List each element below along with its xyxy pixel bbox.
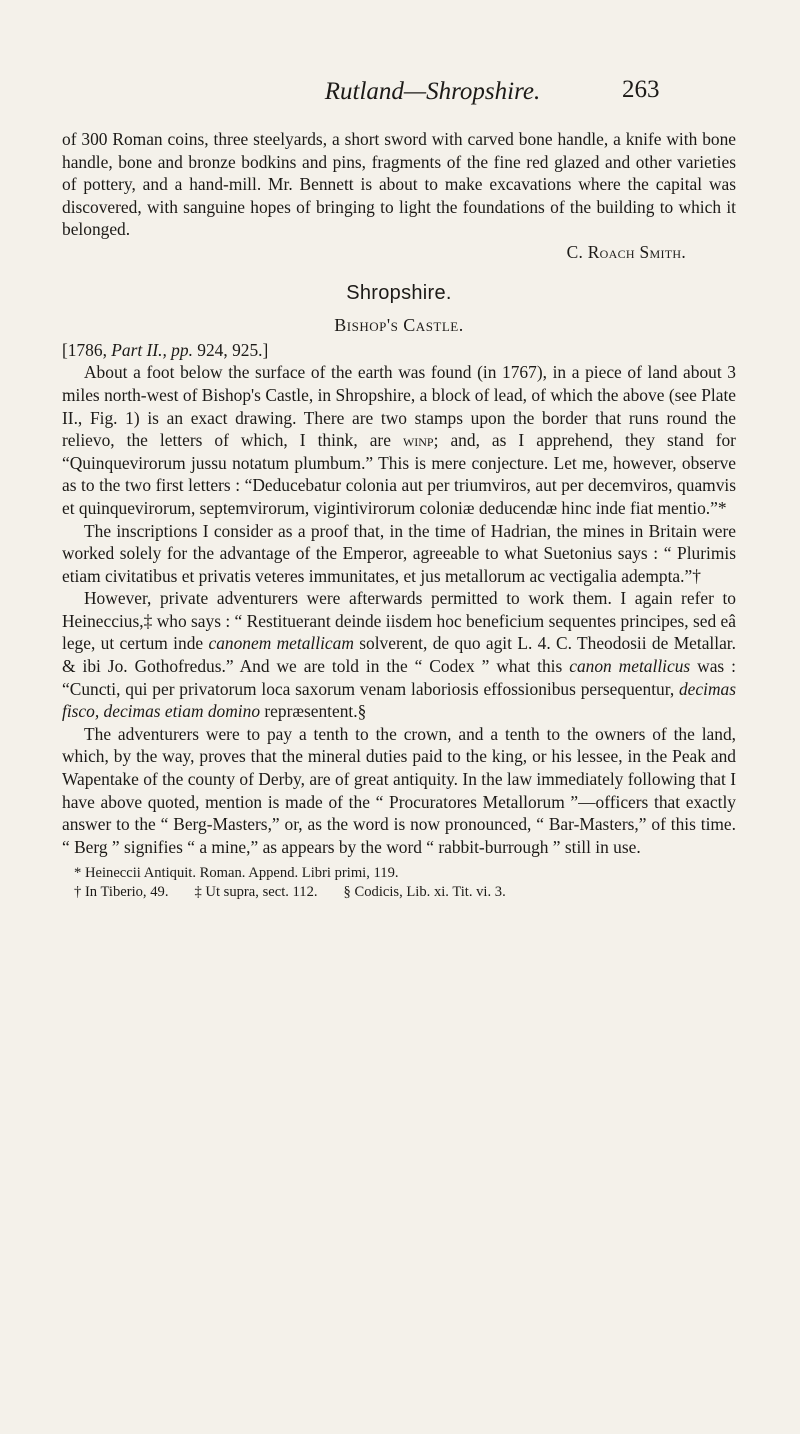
reference-part: Part II., pp. — [111, 339, 193, 360]
reference-pages: 924, 925.] — [197, 339, 269, 360]
section-title: Shropshire. — [346, 281, 452, 304]
paragraph-lead-block — [62, 361, 736, 519]
article-subheading: Bishop's Castle. — [334, 315, 464, 336]
running-head: Rutland—Shropshire. — [324, 78, 541, 105]
footnote-row — [62, 883, 736, 902]
paragraph-adventurers — [62, 587, 736, 723]
source-reference — [62, 339, 736, 362]
footnotes — [62, 864, 736, 902]
page-body — [62, 128, 736, 902]
author-signature: C. Roach Smith. — [566, 241, 686, 262]
footnote-dagger: † In Tiberio, 49. — [74, 884, 169, 901]
paragraph-adventurers-text-c: was : “Cuncti, qui per privatorum loca saxorum venam laboriosis effossionibus persequentur, — [62, 656, 736, 699]
footnote-star: * Heineccii Antiquit. Roman. Append. Libri primi, 119. — [74, 865, 399, 882]
footnote-double-dagger: ‡ Ut supra, sect. 112. — [194, 884, 318, 901]
paragraph-adventurers-text-b: solverent, de quo agit L. 4. C. Theodosii de Metallar. & ibi Jo. Gothofredus.” And we are told in the “ Codex ” what this — [62, 633, 736, 677]
italic-decimas: decimas fisco, decimas etiam domino — [62, 678, 736, 722]
italic-canon-metallicus: canon metallicus — [569, 656, 691, 677]
italic-canonem-metallicam: canonem metallicam — [208, 633, 354, 654]
paragraph-inscriptions: The inscriptions I consider as a proof that, in the time of Hadrian, the mines in Britain were worked solely for the advantage of the Emperor, agreeable to what Suetonius says : “ Plurimis etiam civitatibus et privatis veteres immunitates, et jus metallorum ac vectigalia adempta.”† — [62, 520, 736, 586]
stamp-letters: winp — [402, 430, 434, 451]
page-number: 263 — [622, 76, 660, 103]
paragraph-adventurers-text-a: However, private adventurers were afterwards permitted to work them. I again refer to Heineccius,‡ who says : “ Restituerant deinde iisdem hoc beneficium sequentes principes, sed eâ lege, ut certum inde — [62, 588, 736, 654]
paragraph-adventurers-text-d: repræsentent.§ — [264, 701, 367, 722]
rutland-closing-paragraph: of 300 Roman coins, three steelyards, a short sword with carved bone handle, a knife with bone handle, bone and bronze bodkins and pins, fragments of the fine red glazed and other varieties of pottery, and a hand-mill. Mr. Bennett is about to make excavations where the capital was discovered, with sanguine hopes of bringing to light the foundations of the building to which it belonged. — [62, 129, 736, 240]
reference-year: [1786, — [62, 339, 107, 360]
footnote-section: § Codicis, Lib. xi. Tit. vi. 3. — [343, 884, 506, 901]
paragraph-lead-block-text-a: About a foot below the surface of the earth was found (in 1767), in a piece of land about 3 miles north-west of Bishop's Castle, in Shropshire, a block of lead, of which the above (see Plate II., Fig. 1) is an exact drawing. There are two stamps upon the border that runs round the relievo, the letters of which, I think, are — [62, 362, 736, 451]
paragraph-lead-block-text-b: ; and, as I apprehend, they stand for “Quinquevirorum jussu notatum plumbum.” This is mere conjecture. Let me, however, observe as to the two first letters : “Deducebatur colonia aut per triumviros, aut per decemviros, quamvis et quinquevirorum, septemvirorum, vigintivirorum coloniæ deducendæ hinc inde fiat mentio.”* — [62, 430, 736, 518]
paragraph-tenth-duties: The adventurers were to pay a tenth to the crown, and a tenth to the owners of the land, which, by the way, proves that the mineral duties paid to the king, or his lessee, in the Peak and Wapentake of the county of Derby, are of great antiquity. In the law immediately following that I have above quoted, mention is made of the “ Procuratores Metallorum ”—officers that exactly answer to the “ Berg-Masters,” or, as the word is now pronounced, “ Bar-Masters,” of this time. “ Berg ” signifies “ a mine,” as appears by the word “ rabbit-burrough ” still in use. — [62, 723, 736, 857]
